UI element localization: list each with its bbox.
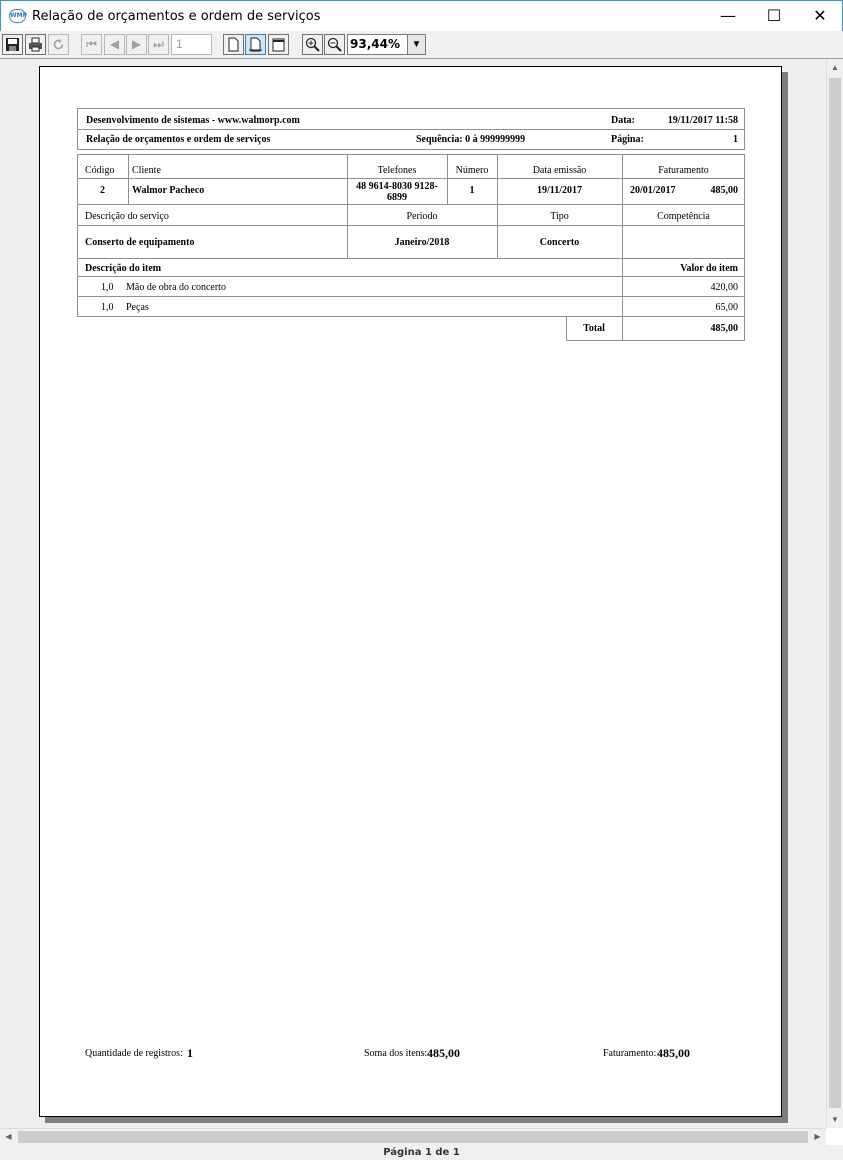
next-page-icon: ▶ bbox=[131, 37, 142, 51]
status-bar: Página 1 de 1 bbox=[0, 1145, 843, 1160]
item-qty: 1,0 bbox=[101, 302, 114, 313]
first-page-icon: ⏮ bbox=[86, 37, 97, 51]
footer-qtd-label: Quantidade de registros: bbox=[85, 1048, 183, 1059]
print-icon bbox=[28, 37, 43, 52]
page-width-button[interactable] bbox=[245, 34, 266, 55]
footer-qtd-value: 1 bbox=[187, 1046, 193, 1060]
last-page-button[interactable] bbox=[148, 34, 169, 55]
prev-page-icon: ◀ bbox=[109, 37, 120, 51]
footer-fat-value: 485,00 bbox=[657, 1046, 690, 1060]
company-name: Desenvolvimento de sistemas - www.walmorp.com bbox=[86, 115, 300, 126]
record-cliente: Walmor Pacheco bbox=[132, 185, 205, 196]
col-telefones: Telefones bbox=[377, 165, 417, 176]
minimize-button[interactable]: — bbox=[720, 6, 736, 25]
col-descricao-servico: Descrição do serviço bbox=[85, 211, 169, 222]
total-value: 485,00 bbox=[710, 323, 738, 334]
row-divider-1 bbox=[77, 178, 745, 179]
col-divider-telefones bbox=[447, 154, 448, 204]
service-tipo: Concerto bbox=[539, 237, 580, 248]
date-value: 19/11/2017 11:58 bbox=[667, 115, 738, 126]
one-page-button[interactable] bbox=[223, 34, 244, 55]
col-divider-emissao bbox=[622, 154, 623, 317]
page-number-input[interactable]: 1 bbox=[171, 34, 212, 55]
col-competencia: Competência bbox=[657, 211, 710, 222]
record-numero: 1 bbox=[469, 185, 475, 196]
window-title: Relação de orçamentos e ordem de serviços bbox=[32, 9, 321, 24]
footer-fat-label: Faturamento: bbox=[603, 1048, 657, 1059]
vertical-scrollbar[interactable] bbox=[826, 59, 843, 1128]
row-divider-4 bbox=[77, 258, 745, 259]
report-page bbox=[39, 66, 782, 1117]
footer-soma-value: 485,00 bbox=[427, 1046, 460, 1060]
zoom-select[interactable]: 93,44% bbox=[347, 34, 407, 55]
multi-page-icon bbox=[271, 37, 286, 52]
app-icon: WMP bbox=[9, 9, 26, 23]
title-bar bbox=[0, 0, 843, 31]
horizontal-scroll-thumb[interactable] bbox=[18, 1131, 808, 1143]
scroll-left-icon[interactable]: ◀ bbox=[5, 1132, 12, 1141]
zoom-in-icon bbox=[305, 37, 320, 52]
scroll-up-icon[interactable]: ▲ bbox=[831, 63, 839, 72]
row-divider-5 bbox=[77, 276, 745, 277]
row-divider-6 bbox=[77, 296, 745, 297]
footer-soma-label: Soma dos itens: bbox=[364, 1048, 428, 1059]
preview-toolbar bbox=[0, 31, 843, 58]
multi-page-button[interactable] bbox=[268, 34, 289, 55]
zoom-out-icon bbox=[327, 37, 342, 52]
item-qty: 1,0 bbox=[101, 282, 114, 293]
col-numero: Número bbox=[455, 165, 489, 176]
dropdown-arrow-icon: ▼ bbox=[411, 39, 422, 50]
col-cliente: Cliente bbox=[132, 165, 161, 176]
close-button[interactable]: ✕ bbox=[813, 6, 827, 25]
col-tipo: Tipo bbox=[550, 211, 569, 222]
service-descricao: Conserto de equipamento bbox=[85, 237, 195, 248]
zoom-dropdown-button[interactable] bbox=[407, 34, 426, 55]
total-label: Total bbox=[583, 323, 605, 334]
record-faturamento-data: 20/01/2017 bbox=[630, 185, 676, 196]
next-page-button[interactable] bbox=[126, 34, 147, 55]
print-button[interactable] bbox=[25, 34, 46, 55]
prev-page-button[interactable] bbox=[104, 34, 125, 55]
record-faturamento-valor: 485,00 bbox=[710, 185, 738, 196]
vertical-scroll-thumb[interactable] bbox=[829, 78, 841, 1108]
first-page-button[interactable] bbox=[81, 34, 102, 55]
report-title: Relação de orçamentos e ordem de serviços bbox=[86, 134, 271, 145]
col-descricao-item: Descrição do item bbox=[85, 263, 162, 274]
zoom-out-button[interactable] bbox=[324, 34, 345, 55]
header-divider bbox=[77, 129, 745, 130]
item-desc: Mão de obra do concerto bbox=[126, 282, 226, 293]
sequence-range: Sequência: 0 à 999999999 bbox=[416, 134, 526, 145]
record-telefones-line1: 48 9614-8030 9128- bbox=[356, 181, 438, 192]
col-periodo: Periodo bbox=[406, 211, 438, 222]
record-telefones-line2: 6899 bbox=[387, 192, 407, 203]
zoom-in-button[interactable] bbox=[302, 34, 323, 55]
last-page-icon: ⏭ bbox=[153, 37, 164, 51]
one-page-icon bbox=[227, 37, 240, 52]
record-codigo: 2 bbox=[100, 185, 105, 196]
row-divider-2 bbox=[77, 204, 745, 205]
scroll-right-icon[interactable]: ▶ bbox=[814, 1132, 821, 1141]
page-value: 1 bbox=[733, 134, 738, 145]
col-divider-codigo bbox=[128, 154, 129, 204]
save-button[interactable] bbox=[2, 34, 23, 55]
total-divider bbox=[622, 316, 623, 341]
item-valor: 65,00 bbox=[715, 302, 738, 313]
col-data-emissao: Data emissão bbox=[532, 165, 587, 176]
item-desc: Peças bbox=[126, 302, 149, 313]
refresh-icon bbox=[52, 38, 65, 51]
record-data-emissao: 19/11/2017 bbox=[536, 185, 582, 196]
save-icon bbox=[5, 37, 20, 52]
scroll-down-icon[interactable]: ▼ bbox=[831, 1115, 839, 1124]
page-width-icon bbox=[248, 37, 263, 52]
horizontal-scrollbar[interactable] bbox=[0, 1128, 826, 1145]
col-valor-item: Valor do item bbox=[680, 263, 738, 274]
page-label: Página: bbox=[611, 134, 644, 145]
refresh-button[interactable] bbox=[48, 34, 69, 55]
col-codigo: Código bbox=[85, 165, 115, 176]
col-faturamento: Faturamento bbox=[658, 165, 709, 176]
item-valor: 420,00 bbox=[710, 282, 738, 293]
date-label: Data: bbox=[611, 115, 635, 126]
row-divider-3 bbox=[77, 225, 745, 226]
service-periodo: Janeiro/2018 bbox=[394, 237, 450, 248]
maximize-button[interactable]: ☐ bbox=[766, 6, 782, 25]
